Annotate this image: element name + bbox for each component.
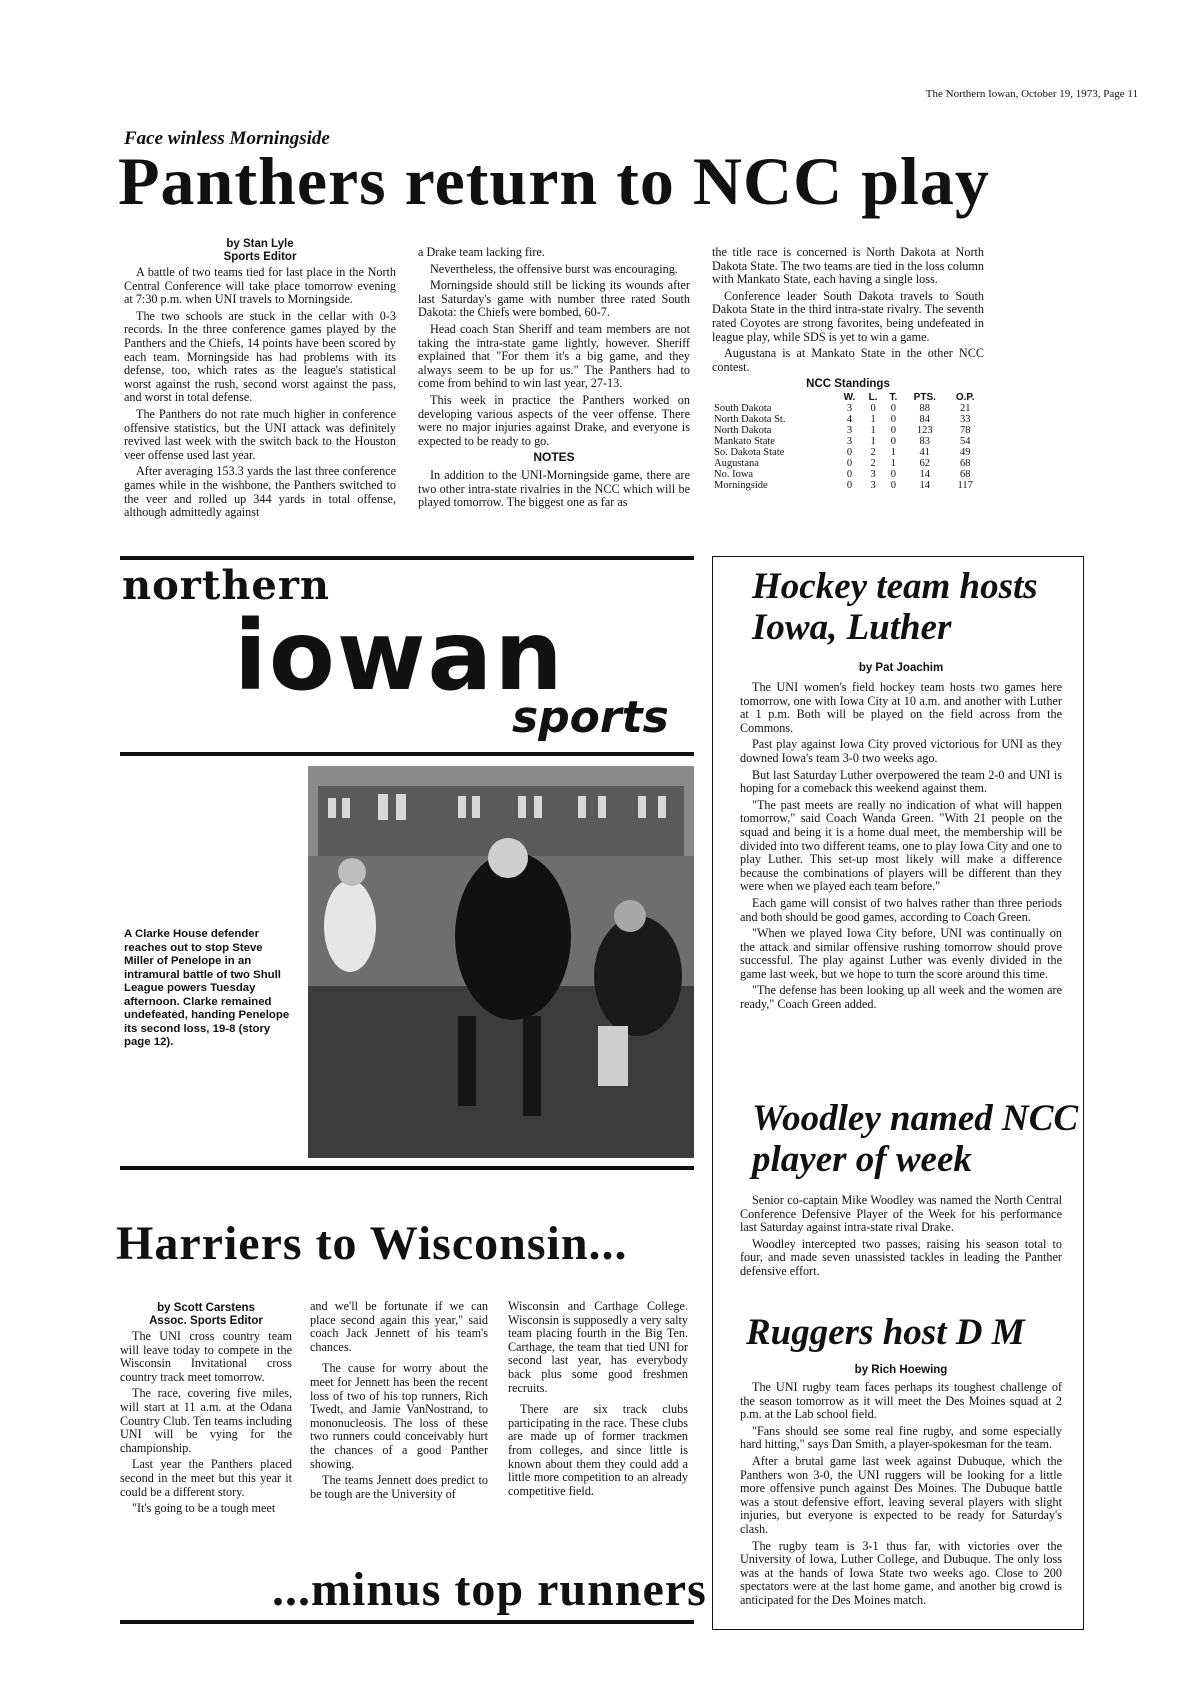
standings-cell: 2: [870, 457, 876, 469]
lead-paragraph: Augustana is at Mankato State in the other NCC contest.: [712, 346, 984, 374]
notes-subhead: NOTES: [533, 450, 575, 465]
masthead-top-rule: [120, 556, 694, 560]
hockey-headline: Hockey team hosts Iowa, Luther: [752, 566, 1038, 648]
standings-row: [712, 480, 984, 491]
standings-cell: 41: [919, 446, 931, 458]
standings-cell: 0: [870, 402, 876, 414]
standings-cell: 1: [890, 457, 897, 469]
lead-paragraph: Nevertheless, the offensive burst was encouraging.: [430, 261, 678, 276]
masthead-bottom-rule: [120, 752, 694, 756]
standings-cell: 3: [846, 402, 853, 414]
ruggers-paragraph: After a brutal game last week against Dubuque, which the Panthers won 3-0, the UNI ruggers will be looking for a little more offensive punch against Des Moines. The Dubuque battle was a stout defensive effort, leaving several players with slight injuries, but everyone is expected to be ready for Saturday's clash.: [740, 1453, 1062, 1536]
harriers-paragraph: There are six track clubs participating in the race. These clubs are made up of former trackmen from colleges, and since little is known about them they could add a little more competition to an already competitive field.: [508, 1402, 688, 1498]
lead-column-3: [712, 246, 984, 491]
lead-column-1: [124, 238, 396, 523]
standings-cell: 21: [959, 402, 971, 414]
woodley-headline: Woodley named NCC player of week: [752, 1098, 1079, 1180]
harriers-paragraph: The UNI cross country team will leave today to compete in the Wisconsin Invitational cross country track meet tomorrow.: [120, 1329, 292, 1384]
standings-cell: 54: [959, 435, 971, 447]
ruggers-paragraph: "Fans should see some real fine rugby, and some especially hard hitting," says Dan Smith, a player-spokesman for the team.: [740, 1423, 1062, 1452]
standings-cell: 0: [846, 468, 853, 480]
harriers-paragraph: "It's going to be a tough meet: [132, 1501, 276, 1516]
lead-paragraph: Head coach Stan Sheriff and team members are not taking the intra-state game lightly, however. Sheriff explained that "For them it's a big game, and they always seem to be up for us." The Panthers had to come from behind to win last year, 27-13.: [418, 321, 690, 391]
standings-team: Morningside: [714, 479, 768, 491]
standings-cell: 0: [846, 479, 853, 491]
standings-row: [712, 403, 984, 414]
standings-row: [712, 436, 984, 447]
standings-cell: 1: [870, 435, 876, 447]
standings-team: No. Iowa: [714, 468, 754, 480]
photo-illustration: [308, 766, 694, 1158]
standings-cell: 0: [846, 457, 853, 469]
harriers-column-3: [508, 1300, 688, 1501]
standings-cell: 0: [846, 446, 853, 458]
standings-cell: 1: [890, 446, 897, 458]
harriers-paragraph: The cause for worry about the meet for Jennett has been the recent loss of two of his top runners, Rich Twedt, and Jamie VanNostrand, to mononucleosis. The loss of these two runners could conceivably hurt the chances of a good Panther showing.: [310, 1361, 488, 1471]
standings-team: North Dakota St.: [714, 413, 786, 425]
lead-paragraph: This week in practice the Panthers worked on developing various aspects of the veer offense. There were no major injuries against Drake, and everyone is expected to be ready to go.: [418, 392, 690, 448]
hockey-paragraph: Each game will consist of two halves rather than three periods and both should be good games, according to Coach Green.: [740, 895, 1062, 924]
page-folio: The Northern Iowan, October 19, 1973, Page 11: [925, 88, 1138, 100]
standings-title: NCC Standings: [806, 378, 890, 391]
lead-byline-title: Sports Editor: [223, 251, 297, 263]
standings-row: [712, 458, 984, 469]
lead-paragraph: In addition to the UNI-Morningside game, there are two other intra-state rivalries in the NCC which will be played tomorrow. The biggest one as far as: [418, 467, 690, 510]
standings-row: [712, 469, 984, 480]
standings-cell: 84: [919, 413, 931, 425]
lead-paragraph: The Panthers do not rate much higher in conference offensive statistics, but the UNI attack was definitely revived last week with the switch back to the Houston veer offense used last year.: [124, 406, 396, 462]
lead-byline-name: by Stan Lyle: [226, 238, 294, 250]
woodley-paragraph: Senior co-captain Mike Woodley was named the North Central Conference Defensive Player of the Week for his performance last Saturday against intra-state rival Drake.: [740, 1193, 1062, 1235]
harriers-column-2: [310, 1300, 488, 1504]
standings-cell: 3: [846, 424, 853, 436]
lead-kicker: Face winless Morningside: [124, 128, 330, 149]
harriers-paragraph: Wisconsin and Carthage College. Wisconsin is supposedly a very salty team placing fourth in the Big Ten. Carthage, the team that tied UNI for second last year, has everybody back plus some good freshmen recruits.: [508, 1299, 688, 1395]
standings-header-row: [712, 392, 984, 403]
ruggers-story: [740, 1364, 1062, 1611]
standings-row: [712, 447, 984, 458]
hockey-paragraph: "When we played Iowa City before, UNI was continually on the attack and similar offensive rushing tomorrow should prove successful. The play against Luther was evenly divided in the game last week, but we hope to turn the score around this time.: [740, 926, 1062, 981]
lead-paragraph: a Drake team lacking fire.: [418, 245, 545, 259]
standings-cell: 68: [959, 457, 971, 469]
ruggers-headline: Ruggers host D M: [746, 1312, 1025, 1353]
harriers-top-rule: [120, 1166, 694, 1170]
lead-paragraph: Morningside should still be licking its wounds after last Saturday's game with number three rated South Dakota: the Chiefs were bombed, 60-7.: [418, 278, 690, 320]
standings-cell: 3: [846, 435, 853, 447]
standings-cell: 83: [919, 435, 931, 447]
standings-header: W.: [843, 391, 856, 403]
hockey-paragraph: Past play against Iowa City proved victorious for UNI as they downed Iowa's team 3-0 two weeks ago.: [740, 737, 1062, 765]
standings-cell: 4: [846, 413, 853, 425]
standings-row: [712, 425, 984, 436]
lead-paragraph: After averaging 153.3 yards the last three conference games while in the wishbone, the Panthers switched to the veer and rolled up 344 yards in total offense, although admittedly against: [124, 464, 396, 520]
harriers-paragraph: The teams Jennett does predict to be tough are the University of: [310, 1473, 488, 1501]
standings-header: [712, 392, 837, 403]
standings-cell: 68: [959, 468, 971, 480]
woodley-paragraph: Woodley intercepted two passes, raising his season total to four, and made seven unassisted tackles in leading the Panther defensive effort.: [740, 1236, 1062, 1278]
standings-cell: 88: [919, 402, 931, 414]
harriers-paragraph: Last year the Panthers placed second in the meet but this year it could be a different story.: [120, 1457, 292, 1499]
standings-cell: 0: [890, 435, 897, 447]
photo-caption: A Clarke House defender reaches out to stop Steve Miller of Penelope in an intramural battle of two Shull League powers Tuesday afternoon. Clarke remained undefeated, handing Penelope its second loss, 19-8 (story page 12).: [124, 928, 290, 1048]
standings-table: [712, 392, 984, 491]
standings-row: [712, 414, 984, 425]
harriers-bottom-rule: [120, 1620, 694, 1624]
standings-cell: 1: [870, 424, 876, 436]
lead-paragraph: the title race is concerned is North Dakota at North Dakota State. The two teams are tied in the loss column with Mankato State, each having a single loss.: [712, 245, 984, 287]
standings-cell: 14: [919, 479, 931, 491]
standings-team: South Dakota: [714, 402, 772, 414]
standings-cell: 123: [916, 424, 933, 436]
harriers-paragraph: and we'll be fortunate if we can place second again this year," said coach Jack Jennett of his team's chances.: [310, 1299, 488, 1354]
standings-header: L.: [868, 391, 878, 403]
hockey-paragraph: "The past meets are really no indication of what will happen tomorrow," said Coach Wanda Green. "With 21 people on the squad and being it is a home dual meet, the membership will be divided into two different teams, one to play Iowa City and one to play Luther. This set-up most likely will make a difference because the combinations of players will be different than they were when we played each team before.": [740, 797, 1062, 894]
harriers-byline-name: by Scott Carstens: [157, 1302, 255, 1314]
standings-header: PTS.: [913, 391, 936, 403]
standings-cell: 2: [870, 446, 876, 458]
harriers-column-1: [120, 1302, 292, 1519]
standings-team: So. Dakota State: [714, 446, 785, 458]
standings-cell: 3: [870, 479, 876, 491]
harriers-paragraph: The race, covering five miles, will start at 11 a.m. at the Odana Country Club. Ten teams including UNI will be vying for the championship.: [120, 1386, 292, 1455]
standings-header: O.P.: [955, 391, 975, 403]
hockey-story: [740, 662, 1062, 1015]
masthead-sports: sports: [512, 692, 669, 743]
intramural-photo: [308, 766, 694, 1158]
hockey-paragraph: "The defense has been looking up all week and the women are ready," Coach Green added.: [740, 983, 1062, 1012]
standings-cell: 78: [959, 424, 971, 436]
standings-team: Mankato State: [714, 435, 775, 447]
masthead-iowan: iowan: [234, 600, 565, 712]
woodley-story: [740, 1194, 1062, 1282]
standings-cell: 14: [919, 468, 931, 480]
standings-cell: 1: [870, 413, 876, 425]
standings-header: T.: [889, 391, 898, 403]
harriers-byline-title: Assoc. Sports Editor: [149, 1315, 263, 1327]
ruggers-paragraph: The rugby team is 3-1 thus far, with victories over the University of Iowa, Luther College, and Dubuque. The only loss was at the hands of Iowa State two weeks ago. Close to 200 spectators were at the last home game, and another big crowd is anticipated for the Des Moines match.: [740, 1538, 1062, 1607]
hockey-byline: by Pat Joachim: [858, 662, 944, 674]
standings-cell: 33: [959, 413, 971, 425]
hockey-paragraph: But last Saturday Luther overpowered the team 2-0 and UNI is hoping for a comeback this weekend against them.: [740, 767, 1062, 796]
standings-cell: 3: [870, 468, 876, 480]
masthead-northern: northern: [122, 562, 330, 609]
ruggers-byline: by Rich Hoewing: [854, 1364, 948, 1376]
harriers-tail-headline: ...minus top runners: [272, 1563, 707, 1616]
hockey-paragraph: The UNI women's field hockey team hosts two games here tomorrow, one with Iowa City at 10 a.m. and another with Luther at 1 p.m. Both will be played on the field across from the Commons.: [740, 680, 1062, 735]
lead-paragraph: A battle of two teams tied for last place in the North Central Conference will take place tomorrow evening at 7:30 p.m. when UNI travels to Morningside.: [124, 265, 396, 307]
lead-paragraph: The two schools are stuck in the cellar with 0-3 records. In the three conference games played by the Panthers and the Chiefs, 14 points have been scored by each team. Morningside has had problems with its defense, too, which rates as the league's statistical worst against the rush, second worst against the pass, and worst in total defense.: [124, 308, 396, 405]
standings-cell: 49: [959, 446, 971, 458]
standings-cell: 0: [890, 424, 897, 436]
standings-cell: 0: [890, 413, 897, 425]
standings-cell: 62: [919, 457, 931, 469]
standings-cell: 0: [890, 402, 897, 414]
ruggers-paragraph: The UNI rugby team faces perhaps its toughest challenge of the season tomorrow as it will meet the Des Moines squad at 2 p.m. at the Lab school field.: [740, 1380, 1062, 1422]
standings-cell: 0: [890, 468, 897, 480]
standings-team: North Dakota: [714, 424, 772, 436]
standings-cell: 117: [957, 479, 973, 491]
lead-headline: Panthers return to NCC play: [118, 143, 990, 219]
standings-team: Augustana: [714, 457, 759, 469]
lead-column-2: [418, 246, 690, 513]
lead-paragraph: Conference leader South Dakota travels to South Dakota State in the third intra-state rivalry. The seventh rated Coyotes are strong favorites, being undefeated in league play, while SDS is yet to win a game.: [712, 288, 984, 344]
standings-cell: 0: [890, 479, 897, 491]
harriers-headline: Harriers to Wisconsin...: [116, 1217, 628, 1270]
